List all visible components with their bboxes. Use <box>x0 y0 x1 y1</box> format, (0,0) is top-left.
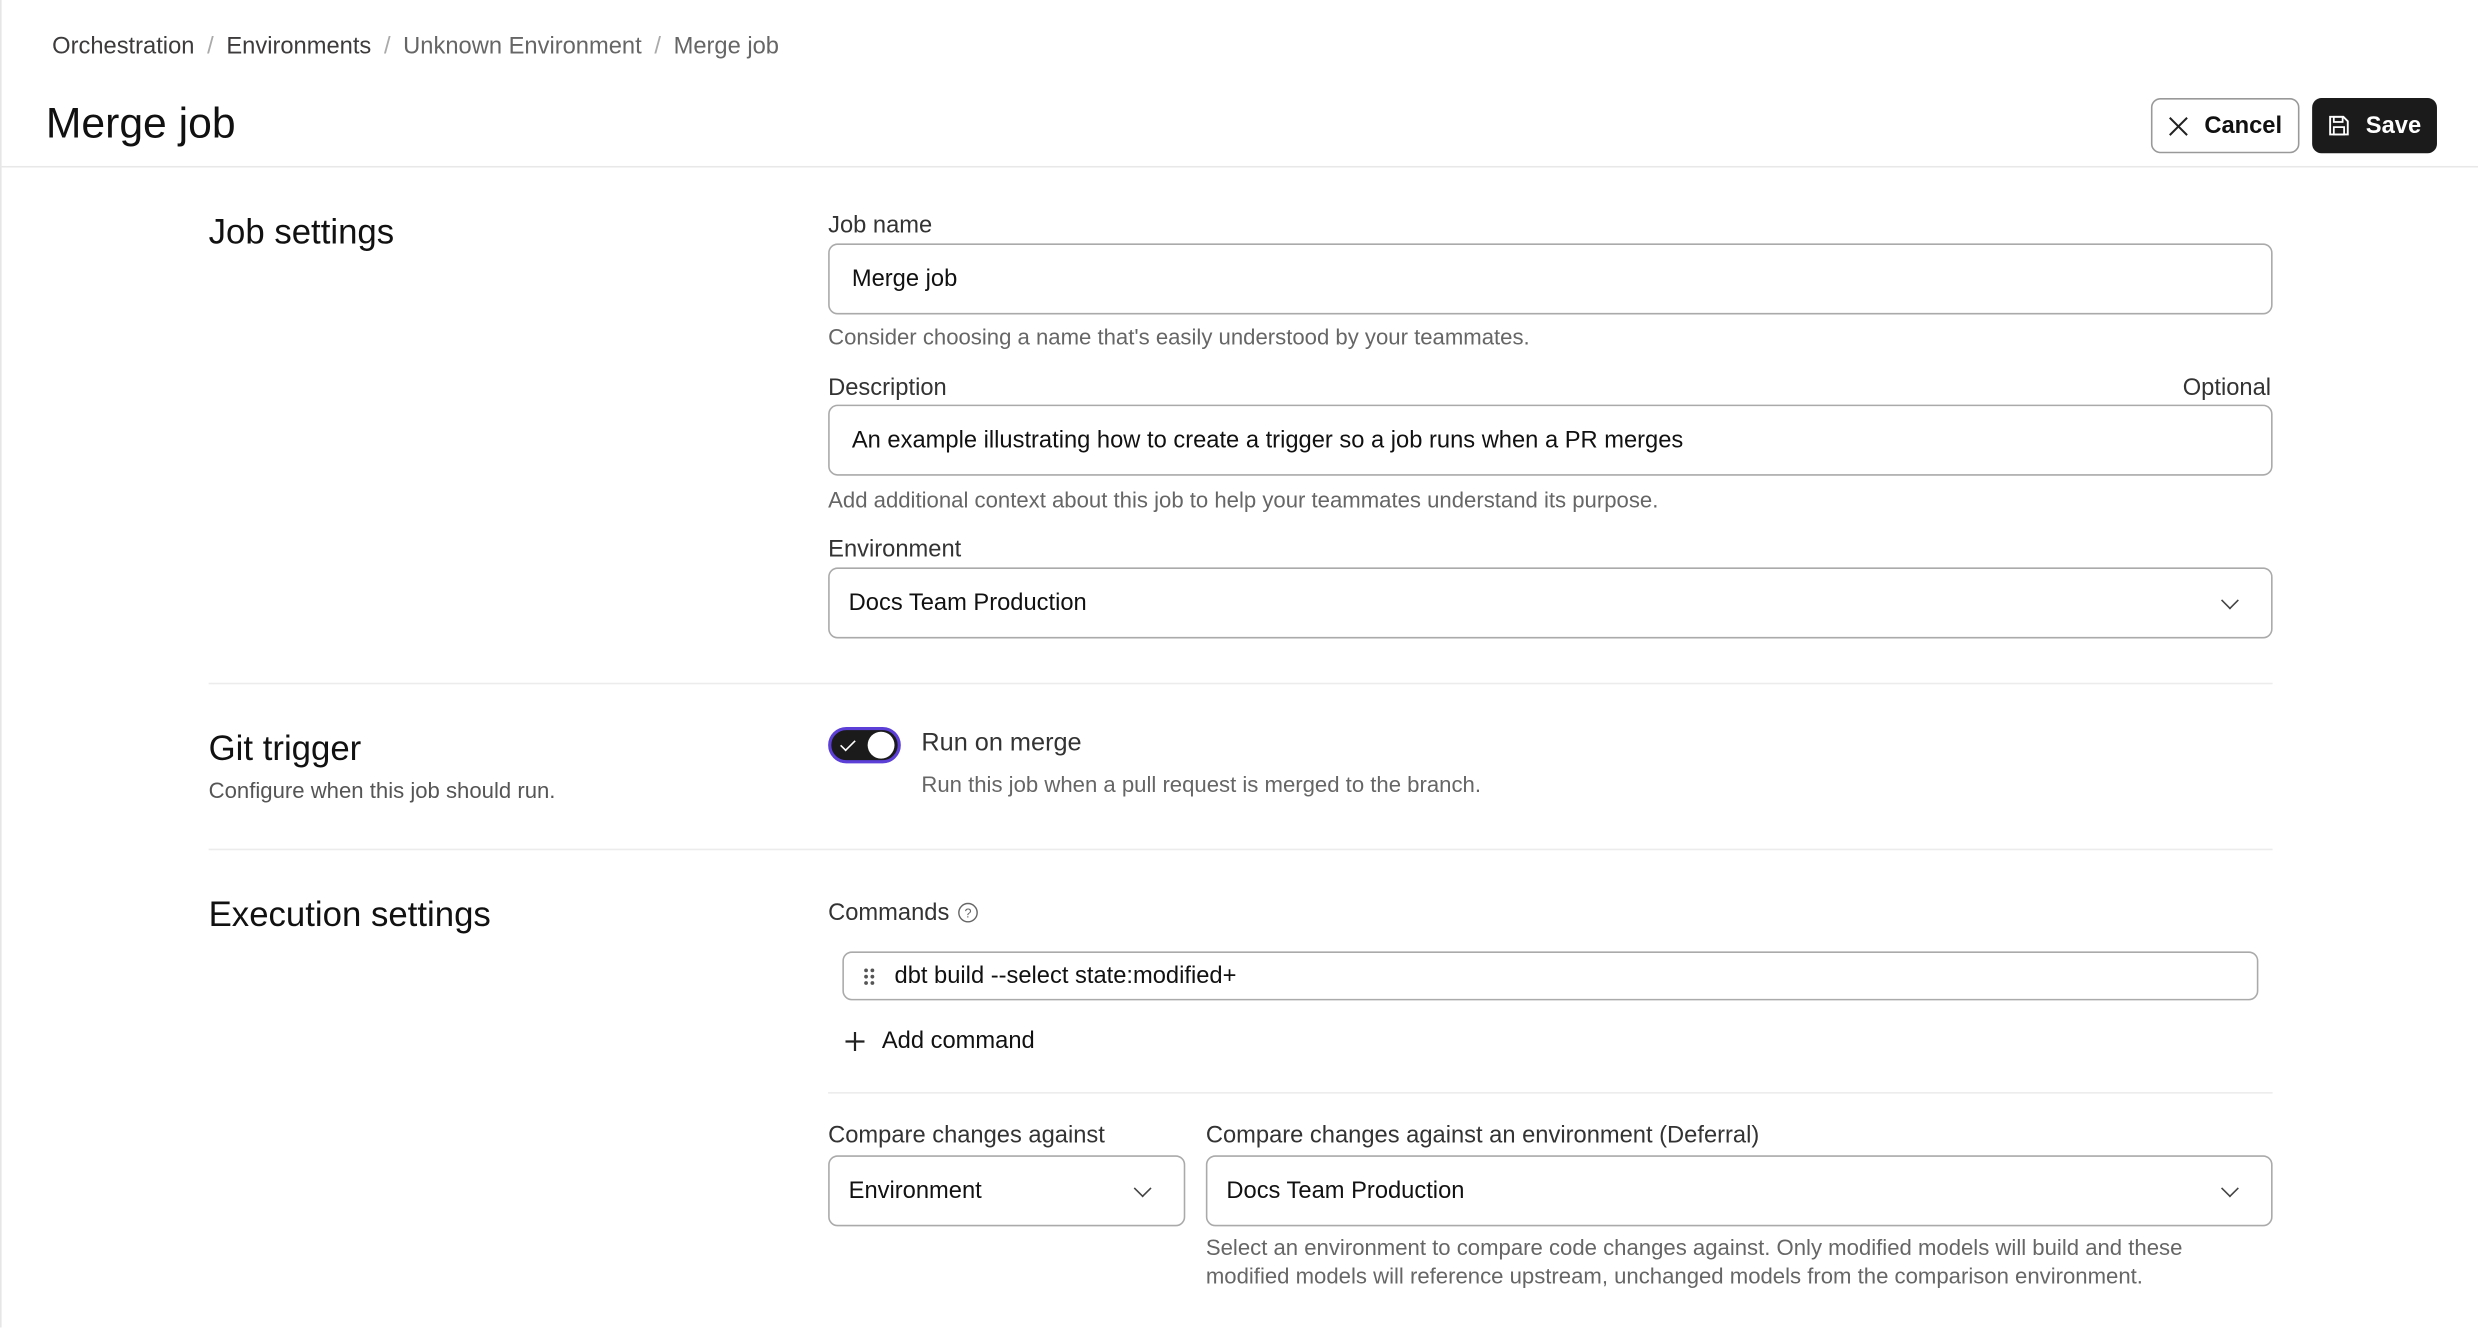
run-on-merge-toggle[interactable] <box>828 727 901 763</box>
breadcrumb-current: Merge job <box>673 33 779 61</box>
cancel-button[interactable] <box>2151 98 2300 153</box>
optional-label: Optional <box>2182 374 2272 402</box>
deferral-help-line-2: modified models will reference upstream, unchanged models from the comparison environment. <box>1205 1262 2143 1289</box>
command-value: dbt build --select state:modified+ <box>894 962 1237 990</box>
help-circle-icon[interactable] <box>957 902 978 923</box>
chevron-down-icon <box>1134 1179 1152 1197</box>
breadcrumb-environment[interactable]: Unknown Environment <box>403 33 642 61</box>
description-label: Description <box>828 374 947 402</box>
environment-select[interactable] <box>828 567 2272 638</box>
chevron-down-icon <box>2221 1179 2239 1197</box>
run-on-merge-label: Run on merge <box>921 730 1082 758</box>
environment-value: Docs Team Production <box>848 589 1087 617</box>
save-icon <box>2328 114 2350 138</box>
description-value: An example illustrating how to create a trigger so a job runs when a PR merges <box>851 426 1684 454</box>
git-trigger-subtitle: Configure when this job should run. <box>208 777 556 803</box>
toggle-knob <box>868 732 895 759</box>
run-on-merge-help: Run this job when a pull request is merged to the branch. <box>921 771 1482 797</box>
description-help: Add additional context about this job to help your teammates understand its purpose. <box>828 486 1659 513</box>
add-command-label: Add command <box>881 1027 1035 1055</box>
section-divider <box>209 849 2273 851</box>
git-trigger-title: Git trigger <box>208 728 362 769</box>
job-name-help: Consider choosing a name that's easily understood by your teammates. <box>828 323 1530 350</box>
command-row[interactable] <box>842 951 2258 1000</box>
commands-label-group <box>828 899 978 926</box>
close-icon <box>2168 115 2188 137</box>
add-command-button[interactable] <box>844 1027 1035 1054</box>
save-label: Save <box>2365 112 2422 140</box>
breadcrumb-orchestration[interactable]: Orchestration <box>52 33 195 61</box>
plus-icon <box>844 1030 866 1052</box>
job-name-input[interactable] <box>828 243 2272 314</box>
deferral-value: Docs Team Production <box>1226 1177 1465 1205</box>
divider <box>828 1092 2272 1094</box>
deferral-help-line-1: Select an environment to compare code changes against. Only modified models will build and these <box>1205 1234 2183 1260</box>
drag-handle-icon[interactable] <box>863 966 876 985</box>
save-button[interactable] <box>2312 98 2437 153</box>
environment-label: Environment <box>828 535 962 563</box>
breadcrumb <box>52 33 779 60</box>
job-settings-title: Job settings <box>208 211 395 252</box>
commands-label: Commands <box>828 899 950 927</box>
deferral-label: Compare changes against an environment (Deferral) <box>1205 1122 1760 1149</box>
execution-settings-title: Execution settings <box>208 894 491 935</box>
breadcrumb-separator: / <box>383 33 391 61</box>
compare-select[interactable] <box>828 1155 1185 1226</box>
breadcrumb-separator: / <box>654 33 661 61</box>
deferral-environment-select[interactable] <box>1206 1155 2273 1226</box>
job-name-value: Merge job <box>851 265 958 293</box>
compare-value: Environment <box>848 1177 982 1205</box>
job-name-label: Job name <box>828 211 933 239</box>
cancel-label: Cancel <box>2204 112 2283 140</box>
compare-label: Compare changes against <box>828 1122 1105 1149</box>
breadcrumb-separator: / <box>207 33 214 61</box>
header-divider <box>2 166 2478 168</box>
description-input[interactable] <box>828 405 2272 476</box>
section-divider <box>209 683 2273 685</box>
svg-text:?: ? <box>964 906 972 921</box>
breadcrumb-environments[interactable]: Environments <box>226 33 372 61</box>
chevron-down-icon <box>2221 591 2239 609</box>
check-icon <box>840 736 856 752</box>
page-title: Merge job <box>45 99 236 147</box>
